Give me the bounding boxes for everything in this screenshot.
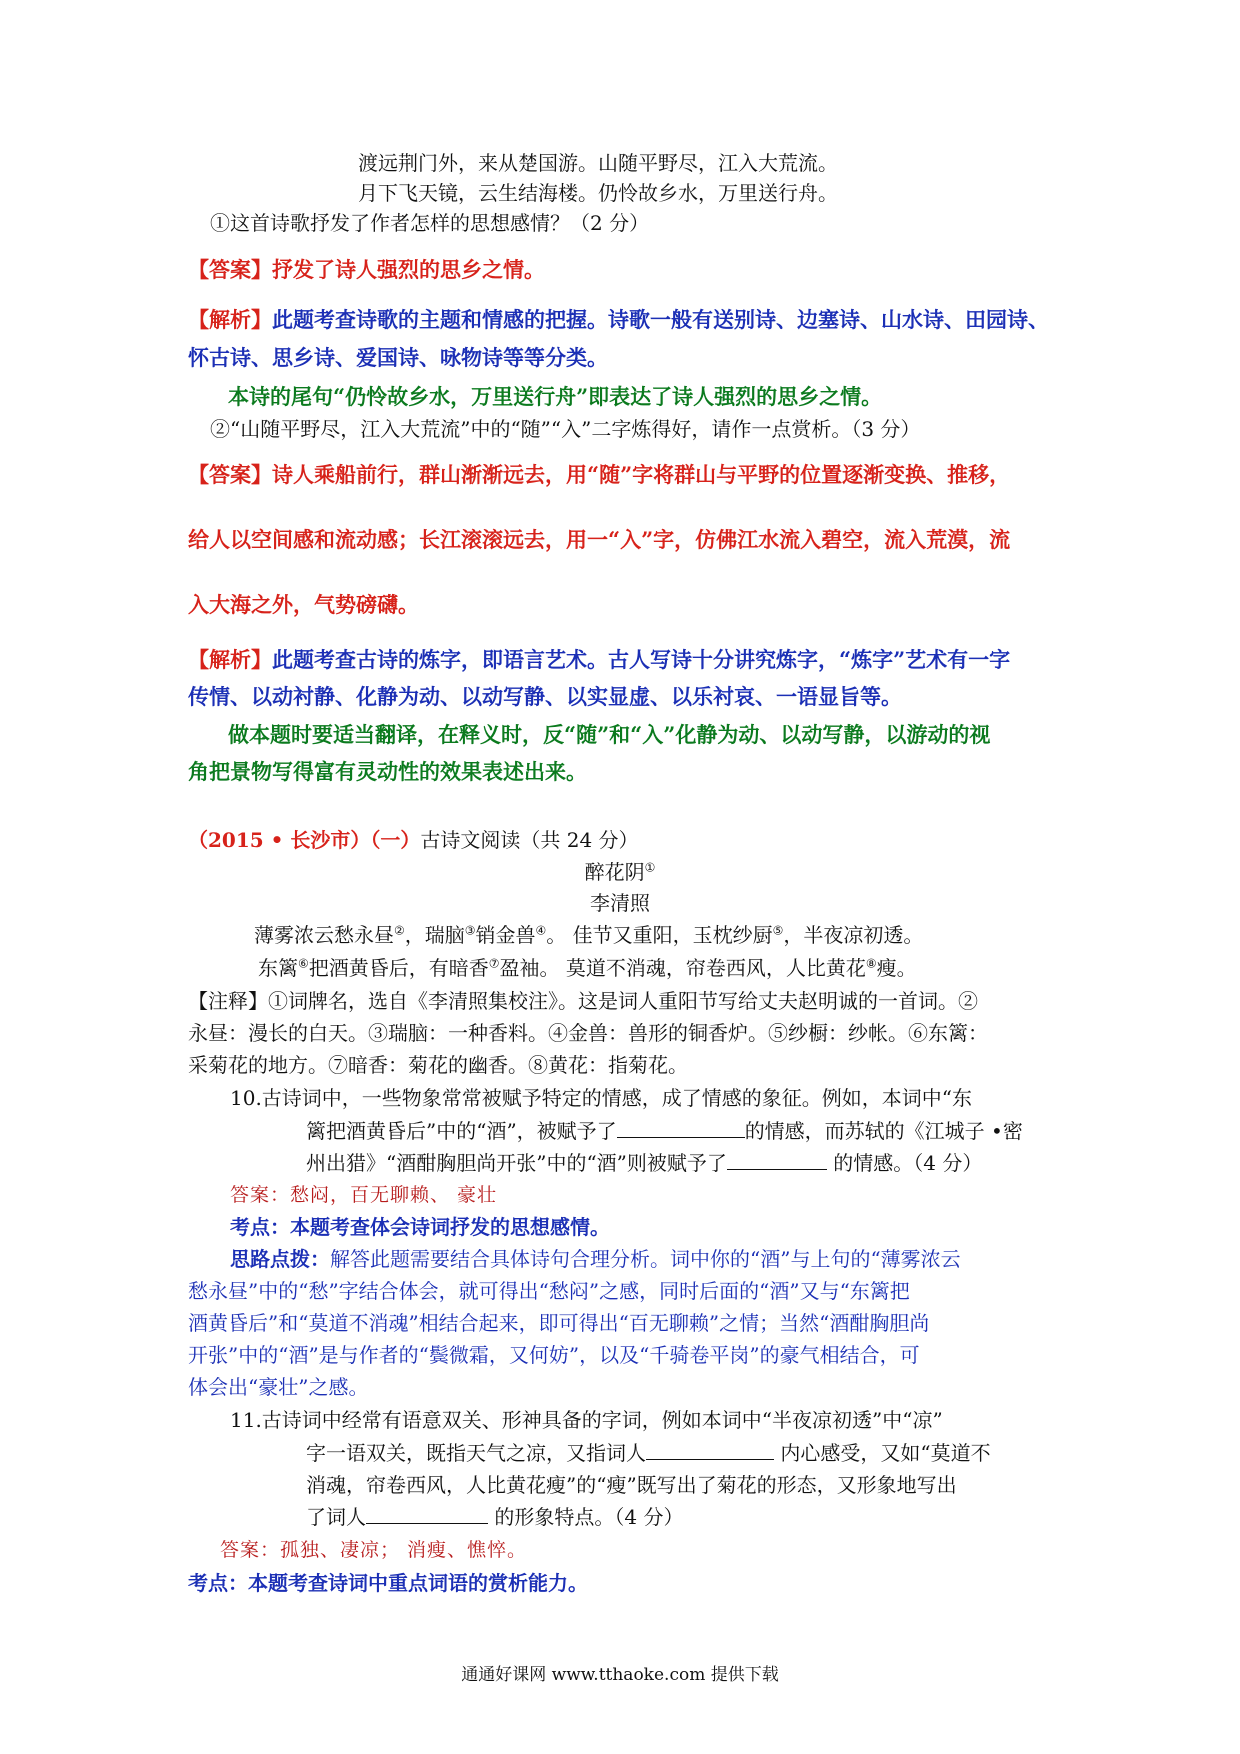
note-marker: ②: [394, 923, 405, 938]
question-11-line-1: 11.古诗词中经常有语意双关、形神具备的字词，例如本词中“半夜凉初透”中“凉”: [230, 1408, 943, 1432]
analysis-2-line-4: 角把景物写得富有灵动性的效果表述出来。: [188, 759, 587, 784]
analysis-1-line-2: 怀古诗、思乡诗、爱国诗、咏物诗等等分类。: [188, 345, 608, 370]
analysis-text: 此题考查诗歌的主题和情感的把握。诗歌一般有送别诗、边塞诗、山水诗、田园诗、: [272, 307, 1049, 332]
silu-tag: 思路点拨：: [230, 1247, 330, 1271]
analysis-2-line-1: [188, 645, 1010, 675]
analysis-1-line-3: 本诗的尾句“仍怜故乡水，万里送行舟”即表达了诗人强烈的思乡之情。: [228, 384, 883, 409]
notes-line-2: 永昼：漫长的白天。③瑞脑：一种香料。④金兽：兽形的铜香炉。⑤纱橱：纱帐。⑥东篱：: [188, 1021, 988, 1045]
answer-tag: 【答案】: [188, 462, 272, 487]
question-text: 的情感。（4 分）: [826, 1151, 983, 1175]
notes-line-3: 采菊花的地方。⑦暗香：菊花的幽香。⑧黄花：指菊花。: [188, 1053, 688, 1077]
analysis-tag: 【解析】: [188, 307, 272, 332]
kaodian-10: 考点：本题考查体会诗词抒发的思想感情。: [230, 1215, 610, 1239]
question-text: 篱把酒黄昏后”中的“酒”，被赋予了: [306, 1119, 617, 1143]
silu-line-2: 愁永昼”中的“愁”字结合体会，就可得出“愁闷”之感，同时后面的“酒”又与“东篱把: [188, 1279, 910, 1303]
silu-text: 解答此题需要结合具体诗句合理分析。词中你的“酒”与上句的“薄雾浓云: [330, 1247, 961, 1271]
answer-1: [188, 255, 545, 285]
ci-line-2: [258, 953, 917, 983]
analysis-2-line-3: 做本题时要适当翻译，在释义时，反“随”和“入”化静为动、以动写静，以游动的视: [228, 722, 991, 747]
ci-line-1: [254, 920, 923, 950]
answer-tag: 【答案】: [188, 257, 272, 282]
note-marker: ⑥: [298, 956, 309, 971]
question-1: ①这首诗歌抒发了作者怎样的思想感情？（2 分）: [210, 211, 650, 235]
ci-text: 瘦。: [876, 956, 917, 980]
question-11-line-4: [306, 1502, 683, 1532]
analysis-1-line-1: [188, 305, 1049, 335]
ci-text: 薄雾浓云愁永昼: [254, 923, 394, 947]
question-2: ②“山随平野尽，江入大荒流”中的“随”“入”二字炼得好，请作一点赏析。（3 分）: [210, 417, 921, 441]
ci-text: ，瑞脑: [404, 923, 465, 947]
question-10-line-1: 10.古诗词中，一些物象常常被赋予特定的情感，成了情感的象征。例如，本词中“东: [230, 1086, 973, 1110]
source-label: （2015 • 长沙市）（一）: [188, 828, 421, 852]
answer-blank[interactable]: [727, 1149, 827, 1170]
answer-11: 答案：孤独、凄凉； 消瘦、憔悴。: [220, 1539, 528, 1561]
note-marker: ④: [535, 923, 547, 938]
question-text: 的情感，而苏轼的《江城子 •密: [744, 1119, 1023, 1143]
answer-blank[interactable]: [366, 1503, 488, 1524]
note-marker: ①: [644, 860, 656, 875]
notes-line-1: 【注释】①词牌名，选自《李清照集校注》。这是词人重阳节写给丈夫赵明诚的一首词。②: [188, 989, 978, 1013]
ci-text: ，半夜凉初透。: [783, 923, 924, 947]
answer-blank[interactable]: [617, 1117, 745, 1138]
ci-text: 。 佳节又重阳，玉枕纱厨: [546, 923, 773, 947]
answer-blank[interactable]: [646, 1439, 774, 1460]
question-text: 了词人: [306, 1505, 366, 1529]
note-marker: ⑦: [488, 956, 500, 971]
answer-text: 诗人乘船前行，群山渐渐远去，用“随”字将群山与平野的位置逐渐变换、推移，: [272, 462, 1011, 487]
question-11-line-2: [306, 1438, 991, 1468]
note-marker: ⑤: [772, 923, 784, 938]
analysis-2-line-2: 传情、以动衬静、化静为动、以动写静、以实显虚、以乐衬哀、一语显旨等。: [188, 684, 902, 709]
analysis-text: 此题考查古诗的炼字，即语言艺术。古人写诗十分讲究炼字，“炼字”艺术有一字: [272, 647, 1011, 672]
section-title: 古诗文阅读（共 24 分）: [420, 828, 639, 852]
question-11-line-3: 消魂，帘卷西风，人比黄花瘦”的“瘦”既写出了菊花的形态，又形象地写出: [306, 1473, 957, 1497]
ci-author: 李清照: [590, 891, 650, 915]
question-text: 的形象特点。（4 分）: [488, 1505, 684, 1529]
question-text: 字一语双关，既指天气之凉，又指词人: [306, 1441, 646, 1465]
ci-title: [0, 857, 1240, 887]
ci-title-text: 醉花阴: [584, 860, 645, 884]
answer-text: 抒发了诗人强烈的思乡之情。: [272, 257, 545, 282]
question-10-line-3: [306, 1148, 982, 1178]
poem-line-2: 月下飞天镜，云生结海楼。仍怜故乡水，万里送行舟。: [358, 181, 838, 205]
ci-text: 销金兽: [475, 923, 536, 947]
question-text: 州出猎》“酒酣胸胆尚开张”中的“酒”则被赋予了: [306, 1151, 727, 1175]
answer-2-line-1: [188, 460, 1010, 490]
question-10-line-2: [306, 1116, 1023, 1146]
answer-2-line-3: 入大海之外，气势磅礴。: [188, 592, 419, 617]
ci-text: 东篱: [258, 956, 298, 980]
ci-text: 把酒黄昏后，有暗香: [308, 956, 489, 980]
answer-10: 答案：愁闷，百无聊赖、 豪壮: [230, 1184, 498, 1206]
question-text: 内心感受，又如“莫道不: [774, 1441, 991, 1465]
page-footer: 通通好课网 www.tthaoke.com 提供下载: [461, 1665, 779, 1685]
silu-line-5: 体会出“豪壮”之感。: [188, 1375, 369, 1399]
silu-line-4: 开张”中的“酒”是与作者的“鬓微霜，又何妨”，以及“千骑卷平岗”的豪气相结合，可: [188, 1343, 920, 1367]
kaodian-11: 考点：本题考查诗词中重点词语的赏析能力。: [188, 1571, 588, 1595]
section-heading: [188, 825, 639, 855]
poem-line-1: 渡远荆门外，来从楚国游。山随平野尽，江入大荒流。: [358, 151, 838, 175]
silu-line-1: [230, 1244, 961, 1274]
ci-text: 盈袖。 莫道不消魂，帘卷西风，人比黄花: [499, 956, 866, 980]
answer-2-line-2: 给人以空间感和流动感；长江滚滚远去，用一“入”字，仿佛江水流入碧空，流入荒漠，流: [188, 527, 1011, 552]
silu-line-3: 酒黄昏后”和“莫道不消魂”相结合起来，即可得出“百无聊赖”之情；当然“酒酣胸胆尚: [188, 1311, 930, 1335]
analysis-tag: 【解析】: [188, 647, 272, 672]
note-marker: ⑧: [865, 956, 877, 971]
note-marker: ③: [464, 923, 476, 938]
